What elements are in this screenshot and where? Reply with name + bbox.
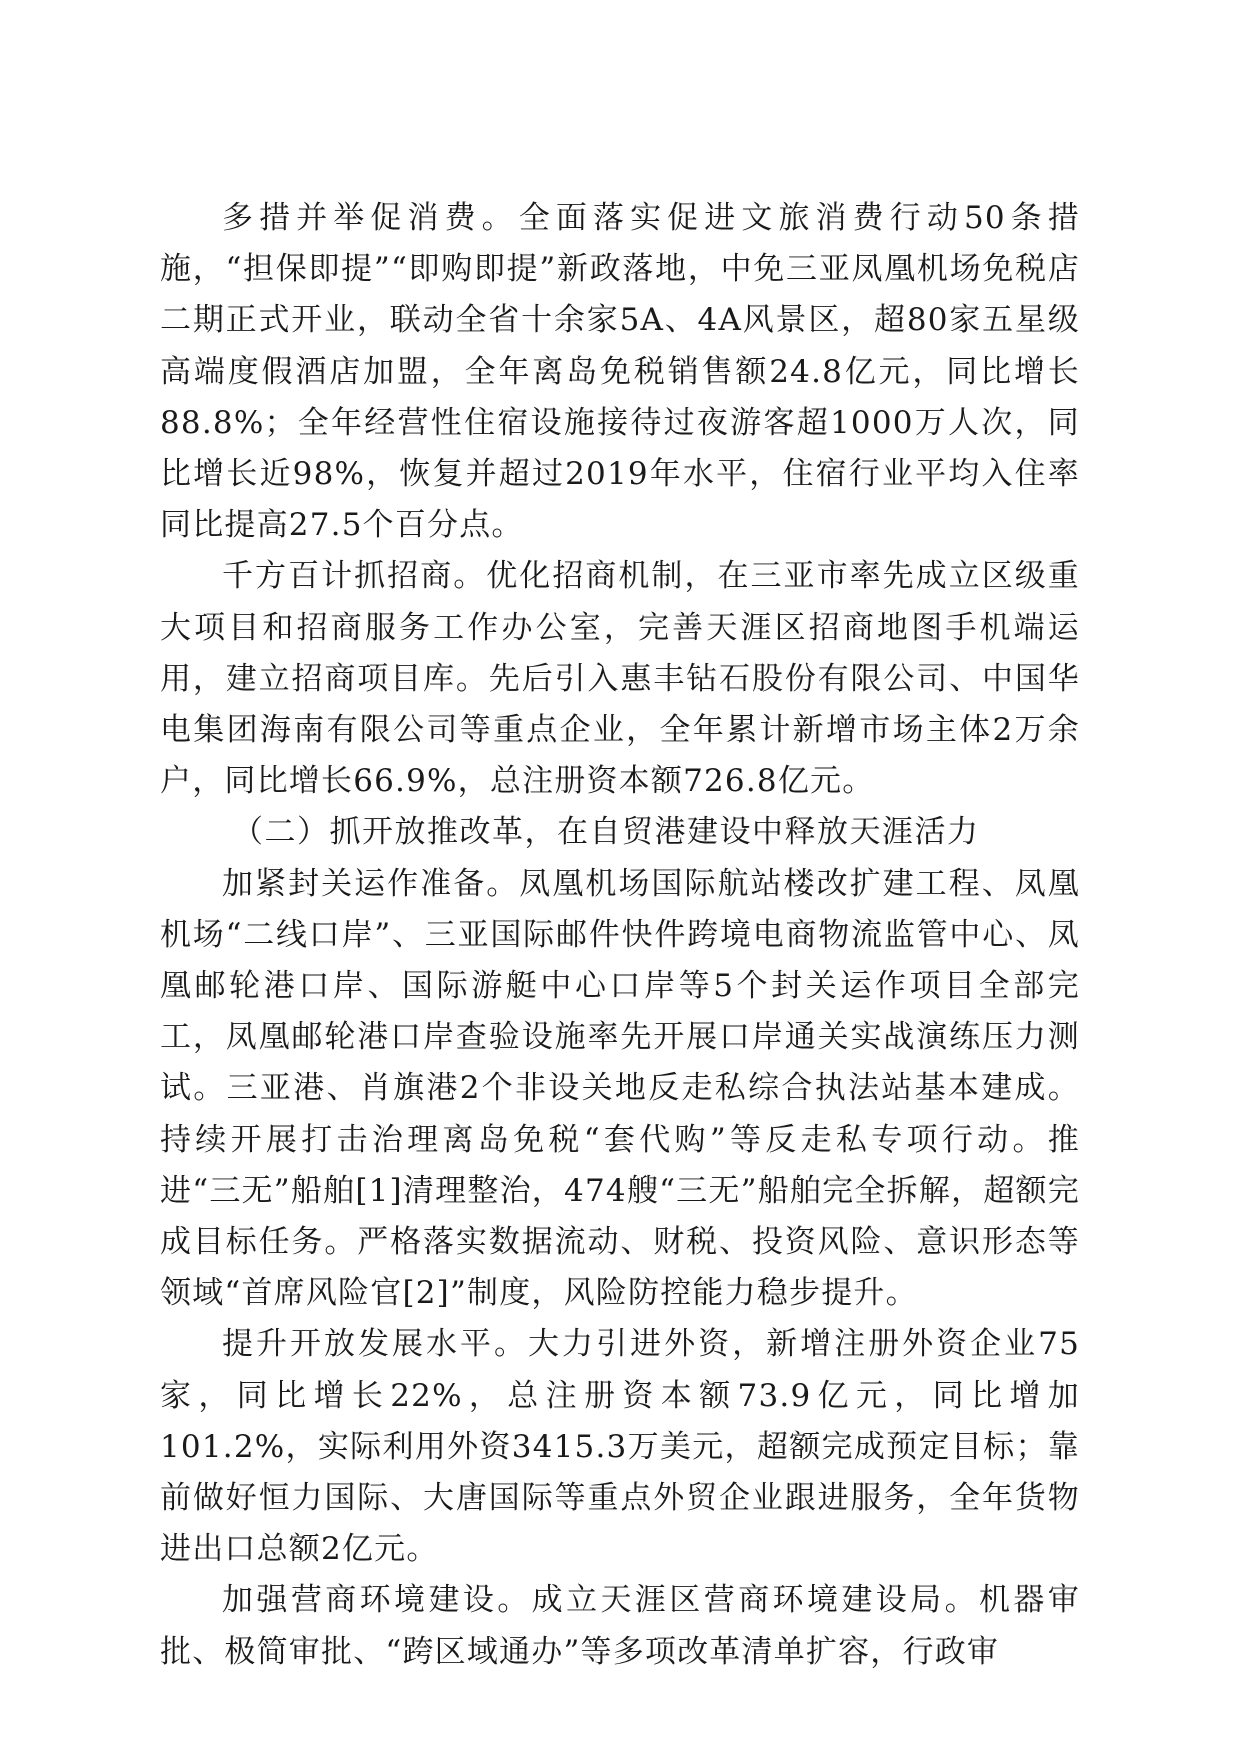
- paragraph-investment-attraction: 千方百计抓招商。优化招商机制，在三亚市率先成立区级重大项目和招商服务工作办公室，完善天涯区招商地图手机端运用，建立招商项目库。先后引入惠丰钻石股份有限公司、中国华电集团海南有限公司等重点企业，全年累计新增市场主体2万余户，同比增长66.9%，总注册资本额726.8亿元。: [160, 558, 1080, 800]
- paragraph-customs-closure: 加紧封关运作准备。凤凰机场国际航站楼改扩建工程、凤凰机场“二线口岸”、三亚国际邮件快件跨境电商物流监管中心、凤凰邮轮港口岸、国际游艇中心口岸等5个封关运作项目全部完工，凤凰邮轮港口岸查验设施率先开展口岸通关实战演练压力测试。三亚港、肖旗港2个非设关地反走私综合执法站基本建成。持续开展打击治理离岛免税“套代购”等反走私专项行动。推进“三无”船舶[1]清理整治，474艘“三无”船舶完全拆解，超额完成目标任务。严格落实数据流动、财税、投资风险、意识形态等领域“首席风险官[2]”制度，风险防控能力稳步提升。: [160, 865, 1080, 1312]
- document-body: [160, 193, 1080, 1678]
- paragraph-opening-up: 提升开放发展水平。大力引进外资，新增注册外资企业75家，同比增长22%，总注册资本额73.9亿元，同比增加101.2%，实际利用外资3415.3万美元，超额完成预定目标；靠前做好恒力国际、大唐国际等重点外贸企业跟进服务，全年货物进出口总额2亿元。: [160, 1326, 1080, 1568]
- paragraph-business-environment: 加强营商环境建设。成立天涯区营商环境建设局。机器审批、极简审批、“跨区域通办”等多项改革清单扩容，行政审: [160, 1582, 1080, 1670]
- section-heading: （二）抓开放推改革，在自贸港建设中释放天涯活力: [232, 814, 980, 851]
- paragraph-consumption: 多措并举促消费。全面落实促进文旅消费行动50条措施，“担保即提”“即购即提”新政落地，中免三亚凤凰机场免税店二期正式开业，联动全省十余家5A、4A风景区，超80家五星级高端度假酒店加盟，全年离岛免税销售额24.8亿元，同比增长88.8%；全年经营性住宿设施接待过夜游客超1000万人次，同比增长近98%，恢复并超过2019年水平，住宿行业平均入住率同比提高27.5个百分点。: [160, 200, 1080, 544]
